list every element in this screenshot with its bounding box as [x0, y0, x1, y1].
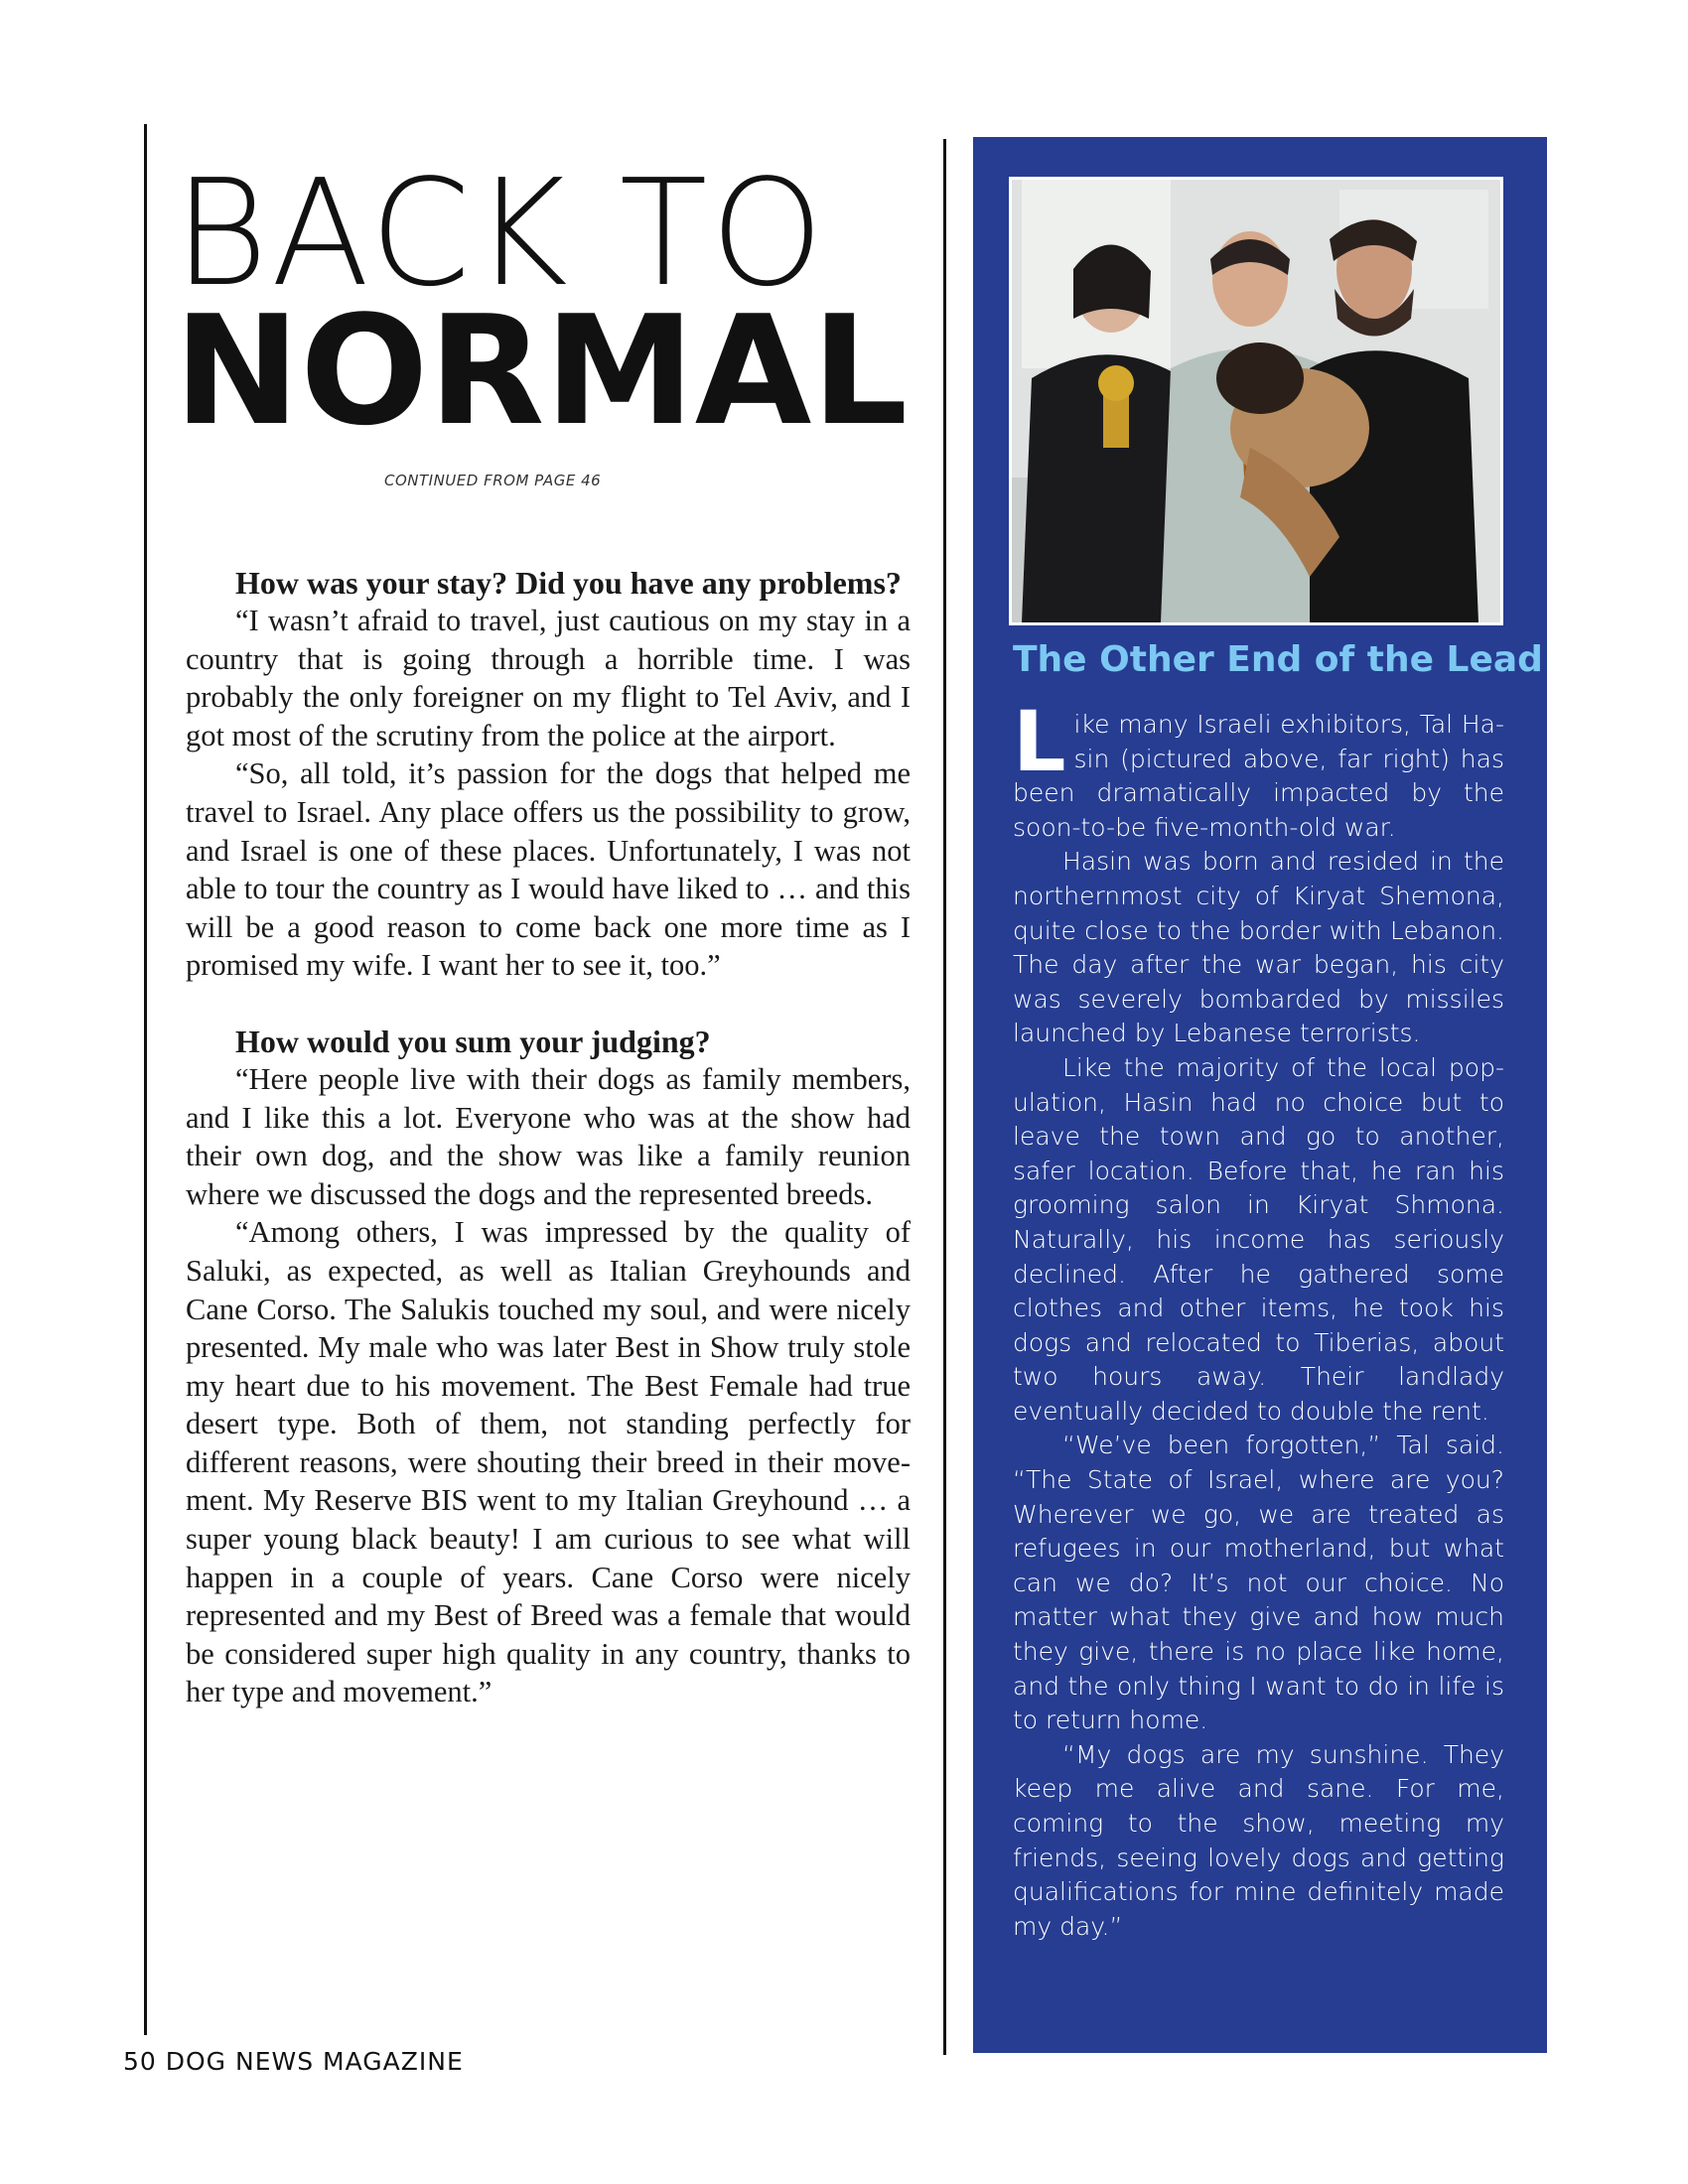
column-divider-rule	[943, 139, 946, 2055]
answer-paragraph: “Here people live with their dogs as family members, and I like this a lot. Everyone who was at the show had their own dog, and the show was like a family reunion where we discussed the dogs and the represented breeds.	[186, 1061, 911, 1211]
sidebar-body	[1013, 693, 1504, 1944]
page-footer: 50 DOG NEWS MAGAZINE	[123, 2047, 464, 2076]
sidebar-title: The Other End of the Lead	[1013, 639, 1543, 680]
exhibitors-photo-illustration	[1012, 180, 1500, 622]
sidebar-box	[973, 137, 1547, 2053]
answer-paragraph: “Among others, I was impressed by the quality of Saluki, as expected, as well as Italian Greyhounds and Cane Corso. The Salukis touched my soul, and were nicely presented. My male who was later Best in Show truly stole my heart due to his movement. The Best Female had true desert type. Both of them, not standing perfectly for different reasons, were shouting their breed in their movement. My Reserve BIS went to my Italian Greyhound … a super young black beauty! I am curious to see what will happen in a couple of years. Cane Corso were nicely represented and my Best of Breed was a female that would be considered super high quality in any country, thanks to her type and movement.”	[186, 1215, 911, 1709]
sidebar-paragraph-text: ike many Israeli exhibitors, Tal Hasin (pictured above, far right) has been dramatically impacted by the soon-to-be five-month-old war.	[1013, 710, 1504, 842]
qa-section-judging	[186, 1023, 911, 1711]
continued-note: CONTINUED FROM PAGE 46	[384, 472, 602, 489]
exhibitors-photo	[1009, 177, 1503, 625]
left-column-rule	[144, 124, 147, 2035]
sidebar-paragraph: “My dogs are my sunshine. They keep me alive and sane. For me, coming to the show, meeting my friends, seeing lovely dogs and getting qualifications for mine definitely made my day.”	[1013, 1739, 1504, 1941]
article-body	[186, 564, 911, 1749]
sidebar-paragraph: Hasin was born and resided in the northernmost city of Kiryat Shemona, quite close to the border with Lebanon. The day after the war began, his city was severely bombarded by missiles launched by Lebanese terrorists.	[1013, 847, 1504, 1048]
question-heading: How was your stay? Did you have any problems?	[235, 565, 902, 601]
headline-line-1: BACK TO	[174, 148, 827, 319]
answer-paragraph: “So, all told, it’s passion for the dogs that helped me travel to Israel. Any place offers us the possibility to grow, and Israel is one of these places. Unfortunately, I was not able to tour the country as I would have liked to … and this will be a good reason to come back one more time as I promised my wife. I want her to see it, too.”	[186, 756, 911, 983]
sidebar-paragraph: “We’ve been forgotten,” Tal said. “The State of Israel, where are you? Wherever we go, we are treated as refugees in our motherland, but what can we do? It’s not our choice. No matter what they give and how much they give, there is no place like home, and the only thing I want to do in life is to return home.	[1013, 1431, 1504, 1735]
question-heading: How would you sum your judging?	[235, 1023, 711, 1059]
drop-cap: L	[1013, 693, 1066, 790]
sidebar-paragraph: Like the majority of the local population, Hasin had no choice but to leave the town and go to another, safer location. Before that, he ran his grooming salon in Kiryat Shmona. Naturally, his income has seriously declined. After he gathered some clothes and other items, he took his dogs and relocated to Tiberias, about two hours away. Their landlady eventually decided to double the rent.	[1013, 1052, 1504, 1426]
qa-section-stay	[186, 564, 911, 985]
headline	[174, 148, 928, 459]
headline-line-2: NORMAL	[174, 283, 909, 459]
sidebar-paragraph	[1013, 693, 1504, 845]
answer-paragraph: “I wasn’t afraid to travel, just cautious on my stay in a country that is going through a horrible time. I was probably the only foreigner on my flight to Tel Aviv, and I got most of the scrutiny from the police at the airport.	[186, 604, 911, 752]
